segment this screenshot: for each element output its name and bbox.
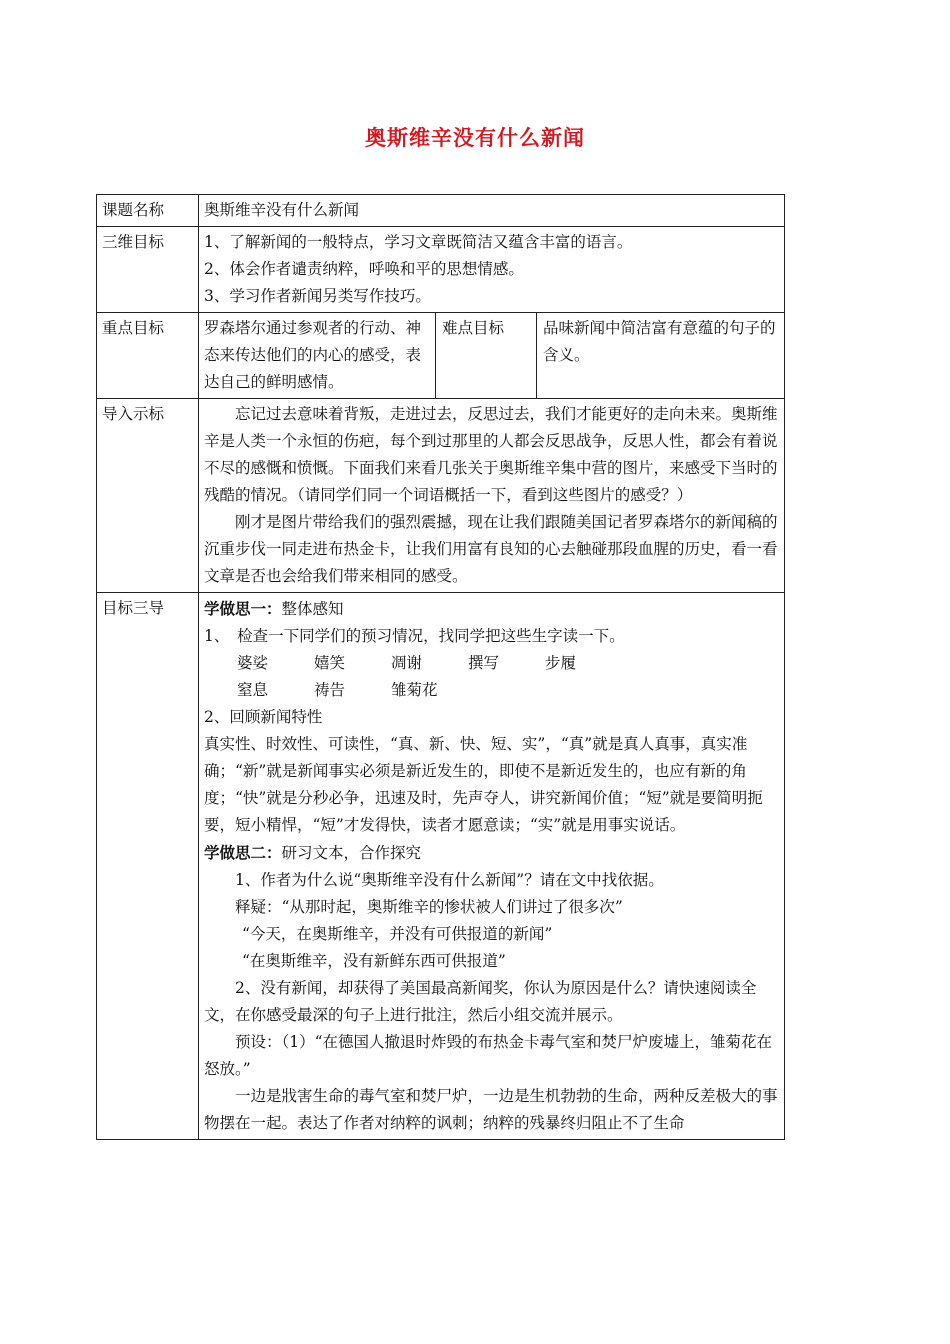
intro-paragraph-1: 忘记过去意味着背叛，走进过去，反思过去，我们才能更好的走向未来。奥斯维辛是人类一个永恒的伤疤，每个到过那里的人都会反思战争，反思人性，都会有着说不尽的感慨和愤慨。下面我们来看几张关于奥斯维辛集中营的图片，来感受下当时的残酷的情况。（请同学们同一个词语概括一下，看到这些图片的感受？）	[204, 405, 778, 504]
vocab-word: 撰写	[468, 654, 500, 672]
table-row-guide	[97, 593, 785, 1140]
label-difficult: 难点目标	[436, 313, 537, 398]
vocab-word: 婆娑	[237, 654, 269, 672]
vocab-row-2	[204, 677, 780, 704]
goal-item-3: 3、学习作者新闻另类写作技巧。	[204, 287, 431, 305]
guide-cell	[199, 593, 785, 1140]
section2-title: 学做思二：	[204, 843, 282, 862]
question-1-note-2: “今天，在奥斯维辛，并没有可供报道的新闻”	[242, 925, 553, 943]
section1-title: 学做思一：	[204, 599, 282, 618]
table-row-intro	[97, 399, 785, 593]
table-row-key	[97, 313, 785, 399]
vocab-word: 步履	[545, 654, 577, 672]
lesson-plan-table	[96, 194, 785, 1140]
key-inner-table	[199, 313, 784, 398]
vocab-word: 祷告	[314, 681, 346, 699]
label-guide: 目标三导	[97, 593, 199, 1140]
key-objective-text: 罗森塔尔通过参观者的行动、神态来传达他们的内心的感受，表达自己的鲜明感情。	[204, 319, 422, 391]
value-topic: 奥斯维辛没有什么新闻	[199, 195, 785, 227]
question-2: 2、没有新闻，却获得了美国最高新闻奖，你认为原因是什么？请快速阅读全文，在你感受最深的句子上进行批注，然后小组交流并展示。	[204, 979, 757, 1024]
section1-sub: 整体感知	[281, 600, 344, 618]
label-topic: 课题名称	[97, 195, 199, 227]
vocab-word: 凋谢	[391, 654, 423, 672]
label-goals: 三维目标	[97, 227, 199, 313]
item2-text: 真实性、时效性、可读性，“真、新、快、短、实”，“真”就是真人真事，真实准确；“新”就是新闻事实必须是新近发生的，即使不是新近发生的，也应有新的角度；“快”就是分秒必争，迅速及时，先声夺人，讲究新闻价值；“短”就是要简明扼要，短小精悍，“短”才发得快，读者才愿意读；“实”就是用事实说话。	[204, 735, 763, 834]
goals-cell	[199, 227, 785, 313]
label-key: 重点目标	[97, 313, 199, 399]
section2-sub: 研习文本，合作探究	[281, 844, 422, 862]
goal-item-1: 1、了解新闻的一般特点，学习文章既简洁又蕴含丰富的语言。	[204, 233, 633, 251]
table-row-goals	[97, 227, 785, 313]
difficult-objective-text: 品味新闻中简洁富有意蕴的句子的含义。	[537, 313, 785, 398]
label-intro: 导入示标	[97, 399, 199, 593]
item1-text: 1、 检查一下同学们的预习情况，找同学把这些生字读一下。	[204, 627, 625, 645]
vocab-row-1	[204, 650, 780, 677]
analysis-text: 一边是戕害生命的毒气室和焚尸炉，一边是生机勃勃的生命，两种反差极大的事物摆在一起。表达了作者对纳粹的讽刺；纳粹的残暴终归阻止不了生命	[204, 1087, 778, 1132]
vocab-word: 窒息	[237, 681, 269, 699]
question-1: 1、作者为什么说“奥斯维辛没有什么新闻”？请在文中找依据。	[235, 871, 664, 889]
table-row-topic	[97, 195, 785, 227]
preset-text: 预设：（1）“在德国人撤退时炸毁的布热金卡毒气室和焚尸炉废墟上，雏菊花在怒放。”	[204, 1033, 773, 1078]
document-title: 奥斯维辛没有什么新闻	[365, 125, 585, 150]
vocab-word: 嬉笑	[314, 654, 346, 672]
question-1-note-3: “在奥斯维辛，没有新鲜东西可供报道”	[242, 952, 506, 970]
item2-title: 2、回顾新闻特性	[204, 708, 323, 726]
intro-cell	[199, 399, 785, 593]
vocab-word: 雏菊花	[391, 681, 438, 699]
goal-item-2: 2、体会作者谴责纳粹，呼唤和平的思想情感。	[204, 260, 524, 278]
question-1-note-1: 释疑：“从那时起，奥斯维辛的惨状被人们讲过了很多次”	[235, 898, 623, 916]
key-cell	[199, 313, 785, 399]
intro-paragraph-2: 刚才是图片带给我们的强烈震撼，现在让我们跟随美国记者罗森塔尔的新闻稿的沉重步伐一同走进布热金卡，让我们用富有良知的心去触碰那段血腥的历史，看一看文章是否也会给我们带来相同的感受。	[204, 513, 778, 585]
